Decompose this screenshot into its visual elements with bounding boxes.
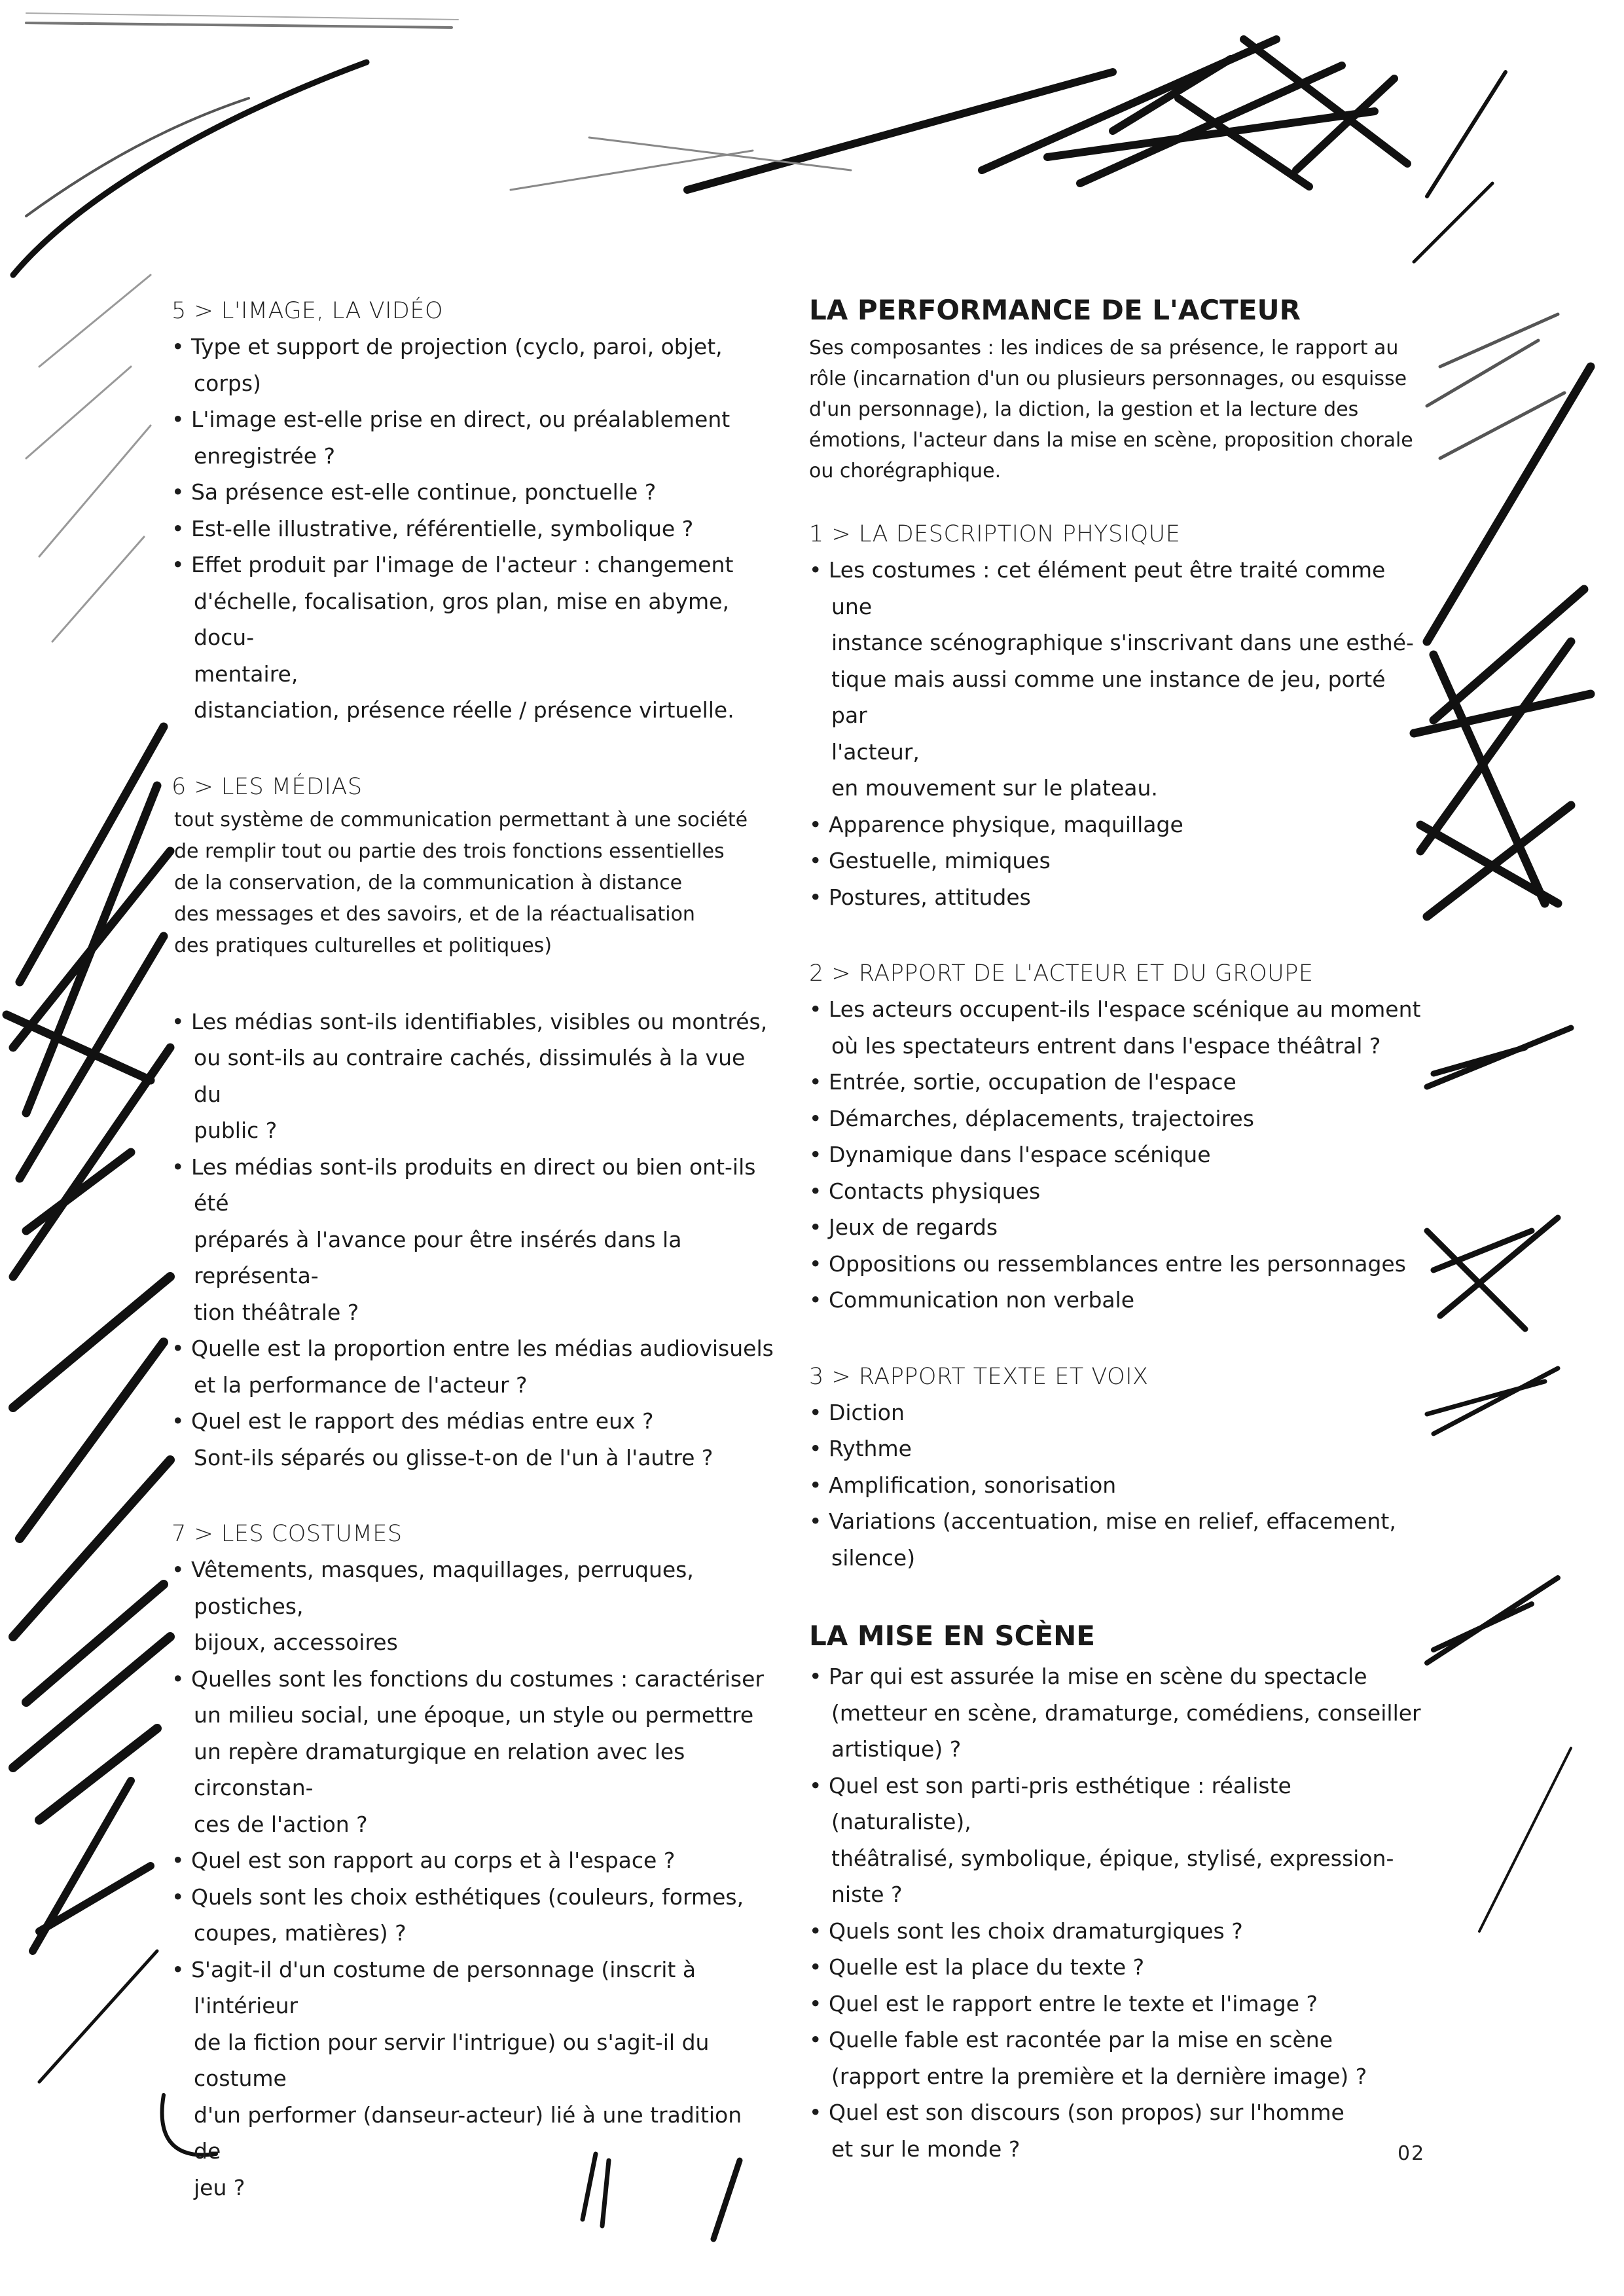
list-item-line: Dynamique dans l'espace scénique (828, 1142, 1211, 1167)
list-item-line: Par qui est assurée la mise en scène du spectacle (828, 1664, 1367, 1689)
section-heading: 3 > RAPPORT TEXTE ET VOIX (809, 1363, 1149, 1390)
list-item (809, 2094, 1428, 2167)
list-item-line: Vêtements, masques, maquillages, perruques, postiches, (190, 1557, 694, 1619)
list-item-line: Effet produit par l'image de l'acteur : changement (190, 552, 734, 577)
definition-line: de la conservation, de la communication à distance (174, 871, 683, 894)
definition-line: des pratiques culturelles et politiques) (174, 934, 552, 957)
section-acteur-groupe (809, 958, 1428, 1319)
list-item (171, 547, 774, 729)
list-item-line: tion théâtrale ? (194, 1299, 359, 1325)
list-item-line: d'un performer (danseur-acteur) lié à une tradition de (194, 2102, 742, 2164)
list-item-line: silence) (831, 1544, 916, 1571)
list-item (171, 1552, 774, 1661)
list-item (809, 807, 1428, 843)
list-item-line: distanciation, présence réelle / présence virtuelle. (194, 697, 734, 723)
list-item-line: Quel est son parti-pris esthétique : réaliste (naturaliste), (828, 1772, 1291, 1834)
list-item (809, 1101, 1428, 1137)
main-heading: LA MISE EN SCÈNE (809, 1620, 1095, 1652)
list-item (809, 991, 1428, 1064)
list-item (809, 1658, 1428, 1768)
section-heading: 5 > L'IMAGE, LA VIDÉO (171, 298, 444, 324)
list-item-line: Contacts physiques (828, 1178, 1041, 1204)
bullet-list (809, 991, 1428, 1319)
list-item-line: mentaire, (194, 661, 298, 687)
list-item-line: théâtralisé, symbolique, épique, stylisé, expression- (831, 1845, 1394, 1871)
list-item-line: ces de l'action ? (194, 1811, 368, 1837)
list-item-line: bijoux, accessoires (194, 1630, 398, 1655)
list-item-line: niste ? (831, 1882, 903, 1907)
list-item-line: Variations (accentuation, mise en relief, effacement, (828, 1508, 1396, 1534)
list-item-line: Quelles sont les fonctions du costumes : caractériser (190, 1666, 764, 1692)
list-item (171, 474, 774, 511)
list-item-line: public ? (194, 1118, 278, 1143)
list-item-line: et sur le monde ? (831, 2136, 1020, 2162)
list-item (809, 1394, 1428, 1431)
list-item-line: Démarches, déplacements, trajectoires (828, 1105, 1254, 1131)
list-item (809, 1503, 1428, 1576)
intro-line: rôle (incarnation d'un ou plusieurs personnages, ou esquisse (809, 367, 1407, 390)
definition-line: tout système de communication permettant à une société (174, 808, 748, 831)
list-item (809, 1913, 1428, 1950)
intro-line: émotions, l'acteur dans la mise en scène, proposition chorale (809, 429, 1413, 452)
list-item (809, 1137, 1428, 1173)
bullet-list (809, 1394, 1428, 1576)
section-heading: 6 > LES MÉDIAS (171, 773, 363, 800)
bullet-list (171, 1552, 774, 2206)
list-item (809, 1430, 1428, 1467)
list-item (809, 2022, 1428, 2094)
list-item (171, 1149, 774, 1331)
list-item-line: en mouvement sur le plateau. (831, 775, 1158, 801)
list-item-line: un milieu social, une époque, un style ou permettre (194, 1702, 754, 1728)
list-item-line: (metteur en scène, dramaturge, comédiens, conseiller (831, 1700, 1421, 1726)
list-item (809, 1949, 1428, 1986)
section-performance (809, 293, 1428, 486)
list-item (171, 1004, 774, 1149)
definition-line: de remplir tout ou partie des trois fonctions essentielles (174, 839, 725, 863)
media-definition (171, 805, 774, 962)
list-item (171, 329, 774, 401)
list-item (171, 401, 774, 474)
main-heading: LA PERFORMANCE DE L'ACTEUR (809, 294, 1301, 326)
list-item-line: Communication non verbale (828, 1287, 1135, 1313)
list-item-line: Est-elle illustrative, référentielle, symbolique ? (190, 515, 694, 541)
list-item (809, 843, 1428, 879)
list-item-line: Quel est son rapport au corps et à l'espace ? (190, 1848, 676, 1873)
list-item (809, 1173, 1428, 1210)
page-number: 02 (1398, 2142, 1426, 2165)
left-column (171, 296, 774, 2249)
list-item-line: Entrée, sortie, occupation de l'espace (828, 1069, 1236, 1095)
section-description-physique (809, 519, 1428, 915)
list-item-line: Les médias sont-ils identifiables, visibles ou montrés, (190, 1008, 768, 1034)
list-item (809, 879, 1428, 916)
list-item (809, 1768, 1428, 1913)
list-item (171, 1330, 774, 1403)
right-column (809, 293, 1428, 2210)
list-item (809, 1282, 1428, 1319)
intro-line: Ses composantes : les indices de sa présence, le rapport au (809, 337, 1399, 359)
intro-line: ou chorégraphique. (809, 460, 1001, 483)
list-item-line: tique mais aussi comme une instance de jeu, porté par (831, 666, 1386, 728)
list-item-line: Sont-ils séparés ou glisse-t-on de l'un à l'autre ? (194, 1444, 713, 1470)
bullet-list (809, 1658, 1428, 2167)
bullet-list (171, 329, 774, 729)
list-item (809, 552, 1428, 807)
list-item-line: Postures, attitudes (828, 884, 1031, 910)
list-item-line: Quelle fable est racontée par la mise en scène (828, 2027, 1333, 2052)
list-item-line: (rapport entre la première et la dernière image) ? (831, 2063, 1367, 2089)
section-medias (171, 772, 774, 1476)
list-item-line: de la fiction pour servir l'intrigue) ou s'agit-il du costume (194, 2029, 710, 2091)
list-item-line: d'échelle, focalisation, gros plan, mise en abyme, docu- (194, 588, 729, 650)
list-item (171, 1403, 774, 1476)
list-item-line: artistique) ? (831, 1736, 962, 1762)
list-item-line: Quels sont les choix esthétiques (couleurs, formes, (190, 1884, 744, 1910)
list-item-line: Diction (828, 1399, 905, 1425)
list-item-line: Type et support de projection (cyclo, paroi, objet, corps) (190, 334, 723, 396)
list-item-line: un repère dramaturgique en relation avec les circonstan- (194, 1738, 685, 1800)
list-item (809, 1467, 1428, 1504)
list-item-line: jeu ? (194, 2174, 245, 2200)
list-item-line: coupes, matières) ? (194, 1920, 406, 1946)
list-item-line: où les spectateurs entrent dans l'espace théâtral ? (831, 1032, 1381, 1059)
list-item (809, 1246, 1428, 1283)
list-item-line: Quel est le rapport entre le texte et l'image ? (828, 1990, 1318, 2016)
list-item (171, 1661, 774, 1843)
list-item-line: Jeux de regards (828, 1214, 998, 1240)
list-item-line: Les médias sont-ils produits en direct ou bien ont-ils été (190, 1154, 756, 1216)
list-item (171, 511, 774, 547)
list-item-line: l'acteur, (831, 738, 920, 765)
list-item-line: ou sont-ils au contraire cachés, dissimulés à la vue du (194, 1045, 746, 1107)
list-item-line: et la performance de l'acteur ? (194, 1372, 528, 1398)
list-item-line: instance scénographique s'inscrivant dans une esthé- (831, 630, 1414, 655)
list-item-line: Oppositions ou ressemblances entre les personnages (828, 1250, 1406, 1277)
list-item-line: L'image est-elle prise en direct, ou préalablement (190, 407, 731, 432)
list-item-line: S'agit-il d'un costume de personnage (inscrit à l'intérieur (190, 1956, 696, 2018)
list-item-line: Amplification, sonorisation (828, 1472, 1117, 1498)
list-item-line: Quel est son discours (son propos) sur l'homme (828, 2100, 1344, 2125)
performance-intro (809, 333, 1428, 486)
list-item-line: enregistrée ? (194, 443, 336, 469)
section-heading: 7 > LES COSTUMES (171, 1521, 403, 1547)
list-item (171, 1842, 774, 1879)
list-item-line: Quelle est la place du texte ? (828, 1954, 1145, 1980)
definition-line: des messages et des savoirs, et de la réactualisation (174, 902, 695, 926)
list-item-line: Les costumes : cet élément peut être traité comme une (828, 557, 1386, 619)
list-item-line: Quel est le rapport des médias entre eux ? (190, 1408, 654, 1434)
list-item-line: Sa présence est-elle continue, ponctuelle ? (190, 479, 657, 505)
list-item (171, 1952, 774, 2206)
list-item-line: Les acteurs occupent-ils l'espace scénique au moment (828, 996, 1421, 1022)
bullet-list (809, 552, 1428, 915)
section-mise-en-scene (809, 1619, 1428, 2167)
list-item-line: Quels sont les choix dramaturgiques ? (828, 1918, 1243, 1944)
list-item (809, 1986, 1428, 2022)
section-heading: 2 > RAPPORT DE L'ACTEUR ET DU GROUPE (809, 960, 1314, 987)
list-item-line: préparés à l'avance pour être insérés dans la représenta- (194, 1226, 682, 1288)
list-item (809, 1209, 1428, 1246)
section-image-video (171, 296, 774, 729)
list-item (171, 1879, 774, 1952)
section-heading: 1 > LA DESCRIPTION PHYSIQUE (809, 521, 1181, 547)
section-texte-voix (809, 1362, 1428, 1576)
list-item-line: Apparence physique, maquillage (828, 811, 1183, 837)
list-item-line: Rythme (828, 1436, 912, 1461)
list-item-line: Quelle est la proportion entre les médias audiovisuels (190, 1336, 774, 1361)
list-item (809, 1064, 1428, 1101)
bullet-list (171, 1004, 774, 1476)
section-costumes (171, 1519, 774, 2206)
list-item-line: Gestuelle, mimiques (828, 848, 1051, 873)
intro-line: d'un personnage), la diction, la gestion et la lecture des (809, 398, 1359, 421)
